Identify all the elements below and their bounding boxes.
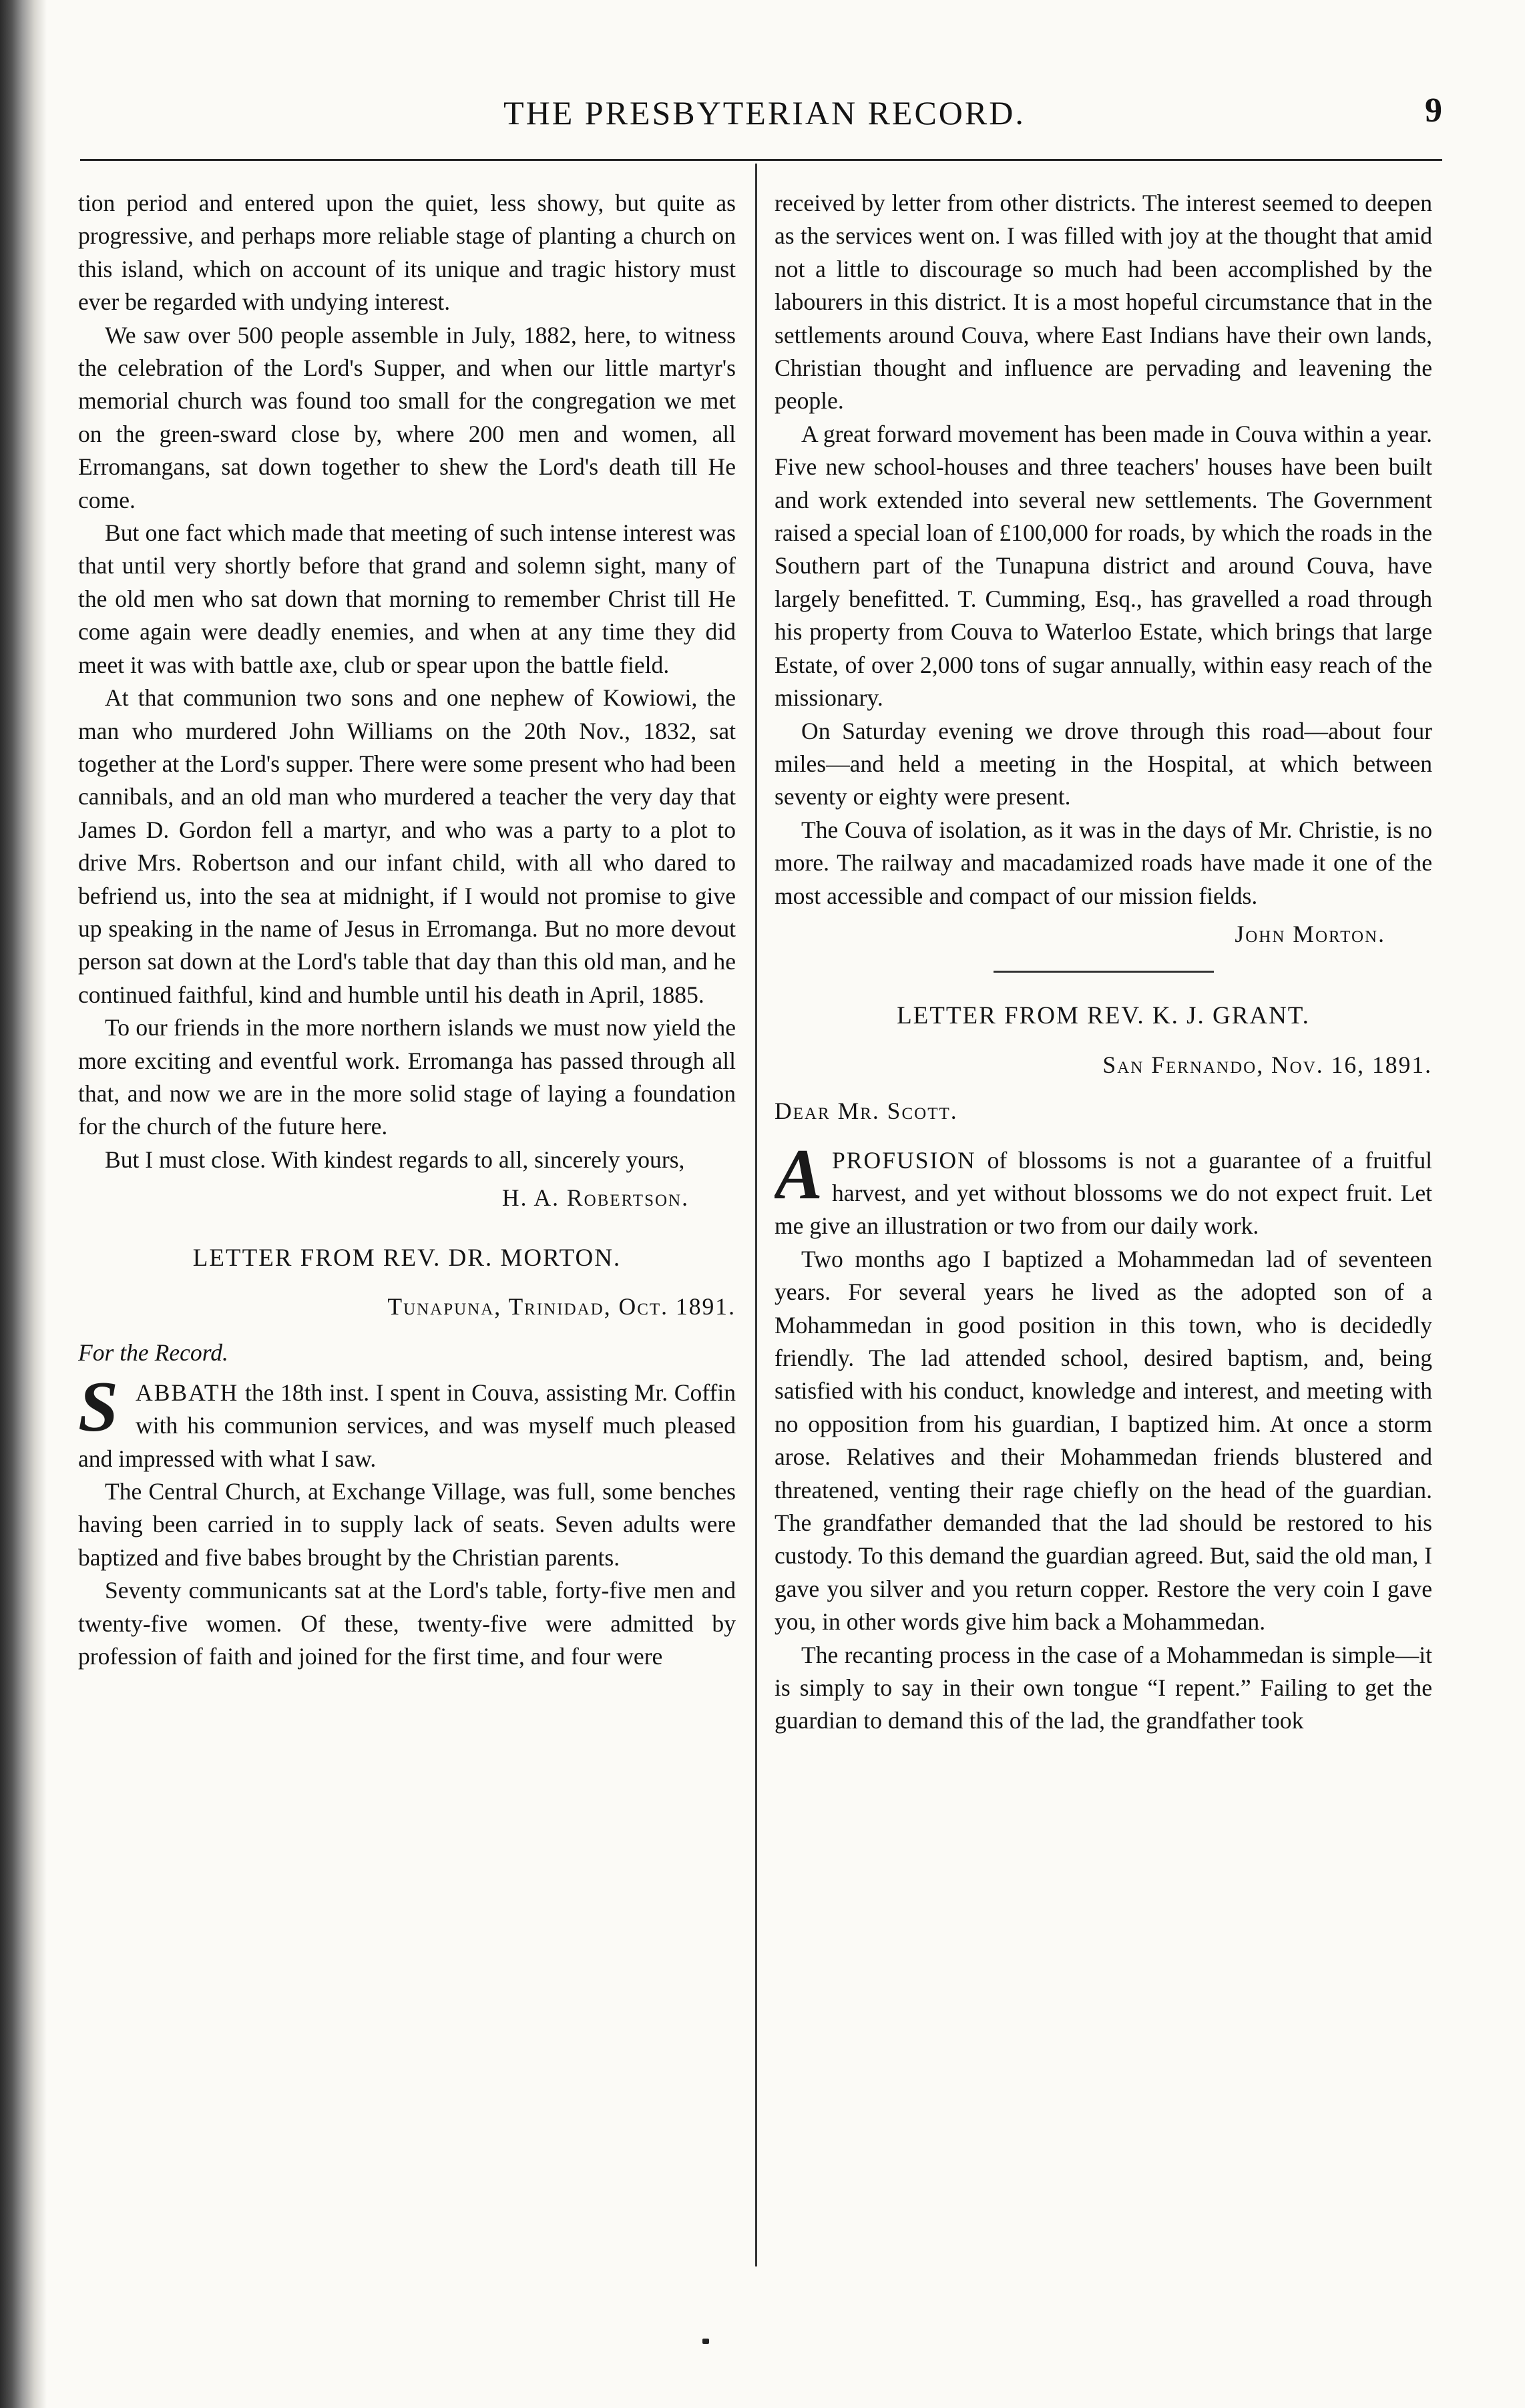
lead-word: PROFUSION — [832, 1146, 976, 1174]
header-rule — [80, 159, 1442, 161]
paragraph: received by letter from other districts. The interest seemed to deepen as the services went on. I was filled with joy at the thought that amid not a little to discourage so much had been accomplished by the labourers in this district. It is a most hopeful circumstance that in the settlements around Couva, where East Indians have their own lands, Christian thought and influence are pervading and leavening the people. — [775, 190, 1432, 415]
journal-title: THE PRESBYTERIAN RECORD. — [503, 94, 1026, 132]
dateline: Tunapuna, Trinidad, Oct. 1891. — [387, 1293, 736, 1320]
paragraph: Two months ago I baptized a Mohammedan lad of seventeen years. For several years he lived as the adopted son of a Mohammedan in good position in this town, who is decidedly friendly. The lad attended school, desired baptism, and, being satisfied with his conduct, knowledge and interest, and meeting with no opposition from his guardian, I baptized him. At once a storm arose. Relatives and their Mohammedan friends blustered and threatened, venting their rage chiefly on the head of the guardian. The grandfather demanded that the lad should be restored to his custody. To this demand the guardian agreed. But, said the old man, I gave you silver and you return copper. Restore the very coin I gave you, in other words give him back a Mohammedan. — [775, 1245, 1432, 1636]
drop-cap: A — [775, 1134, 823, 1214]
letter-heading: LETTER FROM REV. K. J. GRANT. — [897, 1002, 1310, 1030]
salutation: Dear Mr. Scott. — [775, 1098, 958, 1125]
section-rule — [994, 971, 1214, 973]
paragraph: We saw over 500 people assemble in July, 1882, here, to witness the celebration of the Lord's Supper, and when our little martyr's memorial church was found too small for the congregation we met on the green-sward close by, where 200 men and women, all Erromangans, sat down together to shew the Lord's death till He come. — [78, 321, 736, 513]
paragraph-text: the 18th inst. I spent in Couva, assisting Mr. Coffin with his communion services, and was myself much pleased and impressed with what I saw. — [78, 1379, 736, 1472]
for-record-note: For the Record. — [78, 1339, 228, 1367]
paragraph — [78, 1367, 736, 1475]
paragraph-text: of blossoms is not a guarantee of a fruitful harvest, and yet without blossoms we do not expect fruit. Let me give an illustration or two from our daily work. — [775, 1146, 1432, 1240]
drop-cap: S — [78, 1367, 119, 1447]
paragraph: The recanting process in the case of a Mohammedan is simple—it is simply to say in their own tongue “I repent.” Failing to get the guardian to demand this of the lad, the grandfather took — [775, 1641, 1432, 1734]
paragraph: But I must close. With kindest regards to all, sincerely yours, — [105, 1146, 685, 1173]
paragraph: tion period and entered upon the quiet, less showy, but quite as progressive, and perhaps more reliable stage of planting a church on this island, which on account of its unique and tragic history must ever be regarded with undying interest. — [78, 190, 736, 316]
signature: H. A. Robertson. — [501, 1184, 689, 1212]
left-column — [78, 187, 736, 2263]
signature: John Morton. — [1235, 920, 1385, 947]
dateline: San Fernando, Nov. 16, 1891. — [1102, 1051, 1432, 1078]
paragraph: But one fact which made that meeting of such intense interest was that until very shortly before that grand and solemn sight, many of the old men who sat down that morning to remember Christ till He come again were deadly enemies, and when at any time they did meet it was with battle axe, club or spear upon the battle field. — [78, 519, 736, 678]
paragraph: Seventy communicants sat at the Lord's table, forty-five men and twenty-five women. Of these, twenty-five were admitted by profession of faith and joined for the first time, and four were — [78, 1577, 736, 1670]
paragraph: The Central Church, at Exchange Village, was full, some benches having been carried in to supply lack of seats. Seven adults were baptized and five babes brought by the Christian parents. — [78, 1478, 736, 1571]
column-divider — [755, 164, 757, 2266]
paragraph: A great forward movement has been made in Couva within a year. Five new school-houses and three teachers' houses have been built and work extended into several new settlements. The Government raised a special loan of £100,000 for roads, by which the roads in the Southern part of the Tunapuna district and around Couva, have largely benefitted. T. Cumming, Esq., has gravelled a road through his property from Couva to Waterloo Estate, which brings that large Estate, of over 2,000 tons of sugar annually, within easy reach of the missionary. — [775, 420, 1432, 712]
page-number: 9 — [1425, 91, 1442, 130]
lead-word: ABBATH — [136, 1379, 239, 1406]
page-binding-edge — [0, 0, 47, 2408]
paragraph: To our friends in the more northern islands we must now yield the more exciting and eventful work. Erromanga has passed through all that, and now we are in the more solid stage of laying a foundation for the church of the future here. — [78, 1014, 736, 1140]
page-header — [80, 85, 1449, 143]
paragraph: The Couva of isolation, as it was in the days of Mr. Christie, is no more. The railway and macadamized roads have made it one of the most accessible and compact of our mission fields. — [775, 816, 1432, 909]
letter-heading: LETTER FROM REV. DR. MORTON. — [192, 1244, 622, 1272]
right-column — [775, 187, 1432, 2263]
paragraph: At that communion two sons and one nephew of Kowiowi, the man who murdered John Williams on the 20th Nov., 1832, sat together at the Lord's supper. There were some present who had been cannibals, and an old man who murdered a teacher the very day that James D. Gordon fell a martyr, and who was a party to a plot to drive Mrs. Robertson and our infant child, with all who dared to befriend us, into the sea at midnight, if I would not promise to give up speaking in the name of Jesus in Erromanga. But no more devout person sat down at the Lord's table that day than this old man, and he continued faithful, kind and humble until his death in April, 1885. — [78, 684, 736, 1008]
paragraph — [775, 1134, 1432, 1243]
paragraph: On Saturday evening we drove through this road—about four miles—and held a meeting in the Hospital, at which between seventy or eighty were present. — [775, 717, 1432, 810]
ink-mark — [702, 2339, 709, 2344]
